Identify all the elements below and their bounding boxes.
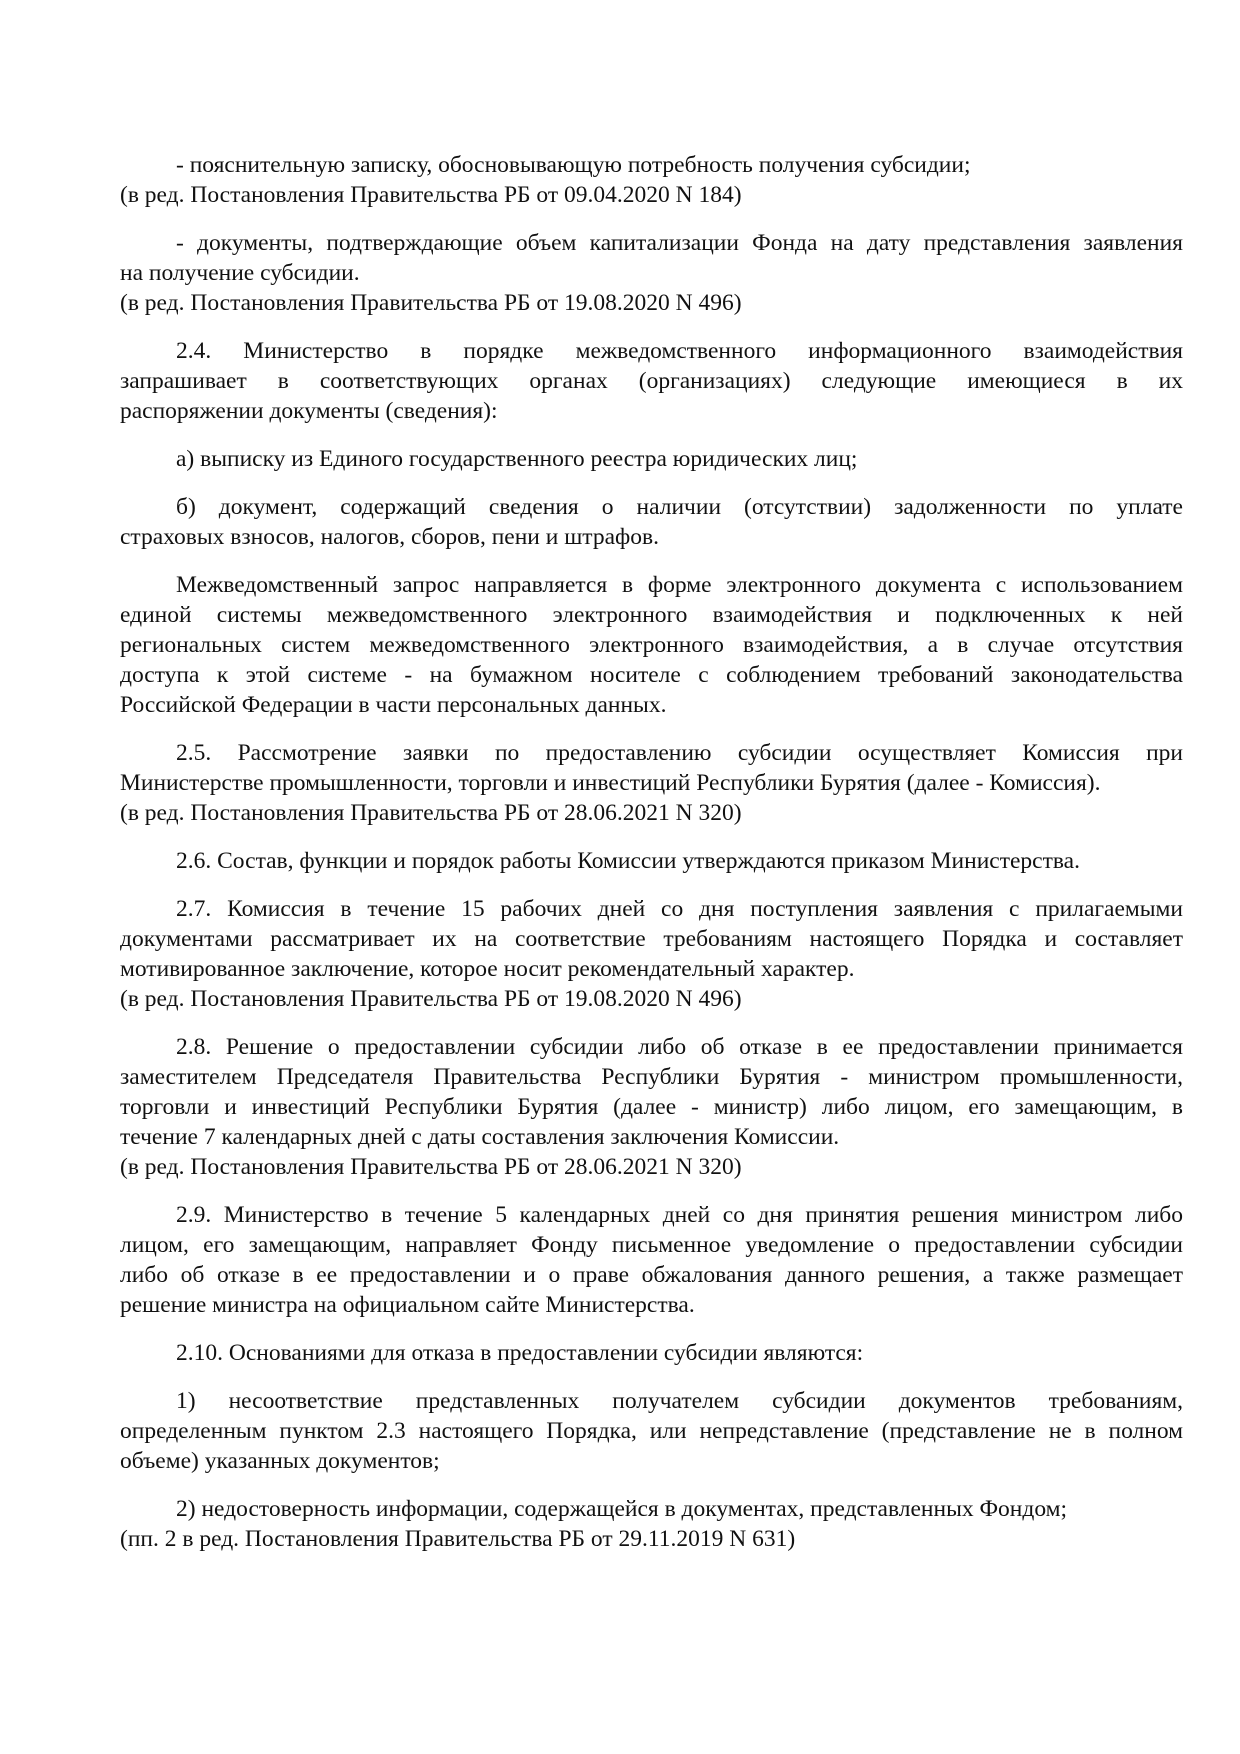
text-line: - пояснительную записку, обосновывающую потребность получения субсидии;	[176, 152, 971, 178]
text-line: объеме) указанных документов;	[120, 1448, 440, 1474]
text-line: мотивированное заключение, которое носит рекомендательный характер.	[120, 956, 855, 982]
text-line: 2.5. Рассмотрение заявки по предоставлению субсидии осуществляет Комиссия при	[176, 740, 1183, 766]
paragraph	[120, 894, 1183, 1014]
text-line: запрашивает в соответствующих органах (организациях) следующие имеющиеся в их	[120, 368, 1183, 394]
text-line: 2.10. Основаниями для отказа в предоставлении субсидии являются:	[176, 1340, 864, 1366]
paragraph	[120, 1338, 1183, 1368]
text-line: (пп. 2 в ред. Постановления Правительства РБ от 29.11.2019 N 631)	[120, 1526, 796, 1552]
text-line: лицом, его замещающим, направляет Фонду письменное уведомление о предоставлении субсидии	[120, 1232, 1183, 1258]
text-line: документами рассматривает их на соответствие требованиям настоящего Порядка и составляет	[120, 926, 1183, 952]
text-line: единой системы межведомственного электронного взаимодействия и подключенных к ней	[120, 602, 1183, 628]
paragraph	[120, 336, 1183, 426]
text-line: торговли и инвестиций Республики Бурятия (далее - министр) либо лицом, его замещающим, в	[120, 1094, 1183, 1120]
text-line: 2) недостоверность информации, содержащейся в документах, представленных Фондом;	[176, 1496, 1068, 1522]
paragraph	[120, 1494, 1183, 1554]
text-line: течение 7 календарных дней с даты составления заключения Комиссии.	[120, 1124, 840, 1150]
text-line: 2.6. Состав, функции и порядок работы Комиссии утверждаются приказом Министерства.	[176, 848, 1080, 874]
text-line: страховых взносов, налогов, сборов, пени и штрафов.	[120, 524, 659, 550]
text-line: Межведомственный запрос направляется в форме электронного документа с использованием	[176, 572, 1183, 598]
paragraph	[120, 846, 1183, 876]
paragraph	[120, 228, 1183, 318]
text-line: (в ред. Постановления Правительства РБ от 19.08.2020 N 496)	[120, 986, 742, 1012]
text-line: 2.4. Министерство в порядке межведомственного информационного взаимодействия	[176, 338, 1183, 364]
text-line: (в ред. Постановления Правительства РБ от 28.06.2021 N 320)	[120, 1154, 742, 1180]
paragraph	[120, 1032, 1183, 1182]
paragraph	[120, 1386, 1183, 1476]
text-line: (в ред. Постановления Правительства РБ от 28.06.2021 N 320)	[120, 800, 742, 826]
text-line: региональных систем межведомственного электронного взаимодействия, а в случае отсутствия	[120, 632, 1183, 658]
paragraph	[120, 444, 1183, 474]
text-line: доступа к этой системе - на бумажном носителе с соблюдением требований законодательства	[120, 662, 1183, 688]
text-line: определенным пунктом 2.3 настоящего Порядка, или непредставление (представление не в полном	[120, 1418, 1183, 1444]
text-line: либо об отказе в ее предоставлении и о праве обжалования данного решения, а также размещает	[120, 1262, 1183, 1288]
text-line: 2.8. Решение о предоставлении субсидии либо об отказе в ее предоставлении принимается	[176, 1034, 1183, 1060]
text-line: распоряжении документы (сведения):	[120, 398, 498, 424]
paragraph	[120, 492, 1183, 552]
text-line: (в ред. Постановления Правительства РБ от 19.08.2020 N 496)	[120, 290, 742, 316]
text-line: а) выписку из Единого государственного реестра юридических лиц;	[176, 446, 858, 472]
text-line: 2.9. Министерство в течение 5 календарных дней со дня принятия решения министром либо	[176, 1202, 1183, 1228]
text-line: решение министра на официальном сайте Министерства.	[120, 1292, 695, 1318]
text-line: Министерстве промышленности, торговли и инвестиций Республики Бурятия (далее - Комиссия).	[120, 770, 1101, 796]
paragraph	[120, 150, 1183, 210]
text-line: б) документ, содержащий сведения о наличии (отсутствии) задолженности по уплате	[176, 494, 1183, 520]
paragraph	[120, 1200, 1183, 1320]
text-line: Российской Федерации в части персональных данных.	[120, 692, 667, 718]
text-line: 2.7. Комиссия в течение 15 рабочих дней со дня поступления заявления с прилагаемыми	[176, 896, 1183, 922]
document-page	[120, 150, 1183, 1572]
text-line: на получение субсидии.	[120, 260, 360, 286]
paragraph	[120, 570, 1183, 720]
paragraph	[120, 738, 1183, 828]
text-line: 1) несоответствие представленных получателем субсидии документов требованиям,	[176, 1388, 1183, 1414]
text-line: - документы, подтверждающие объем капитализации Фонда на дату представления заявления	[176, 230, 1183, 256]
text-line: (в ред. Постановления Правительства РБ от 09.04.2020 N 184)	[120, 182, 742, 208]
text-line: заместителем Председателя Правительства Республики Бурятия - министром промышленности,	[120, 1064, 1183, 1090]
